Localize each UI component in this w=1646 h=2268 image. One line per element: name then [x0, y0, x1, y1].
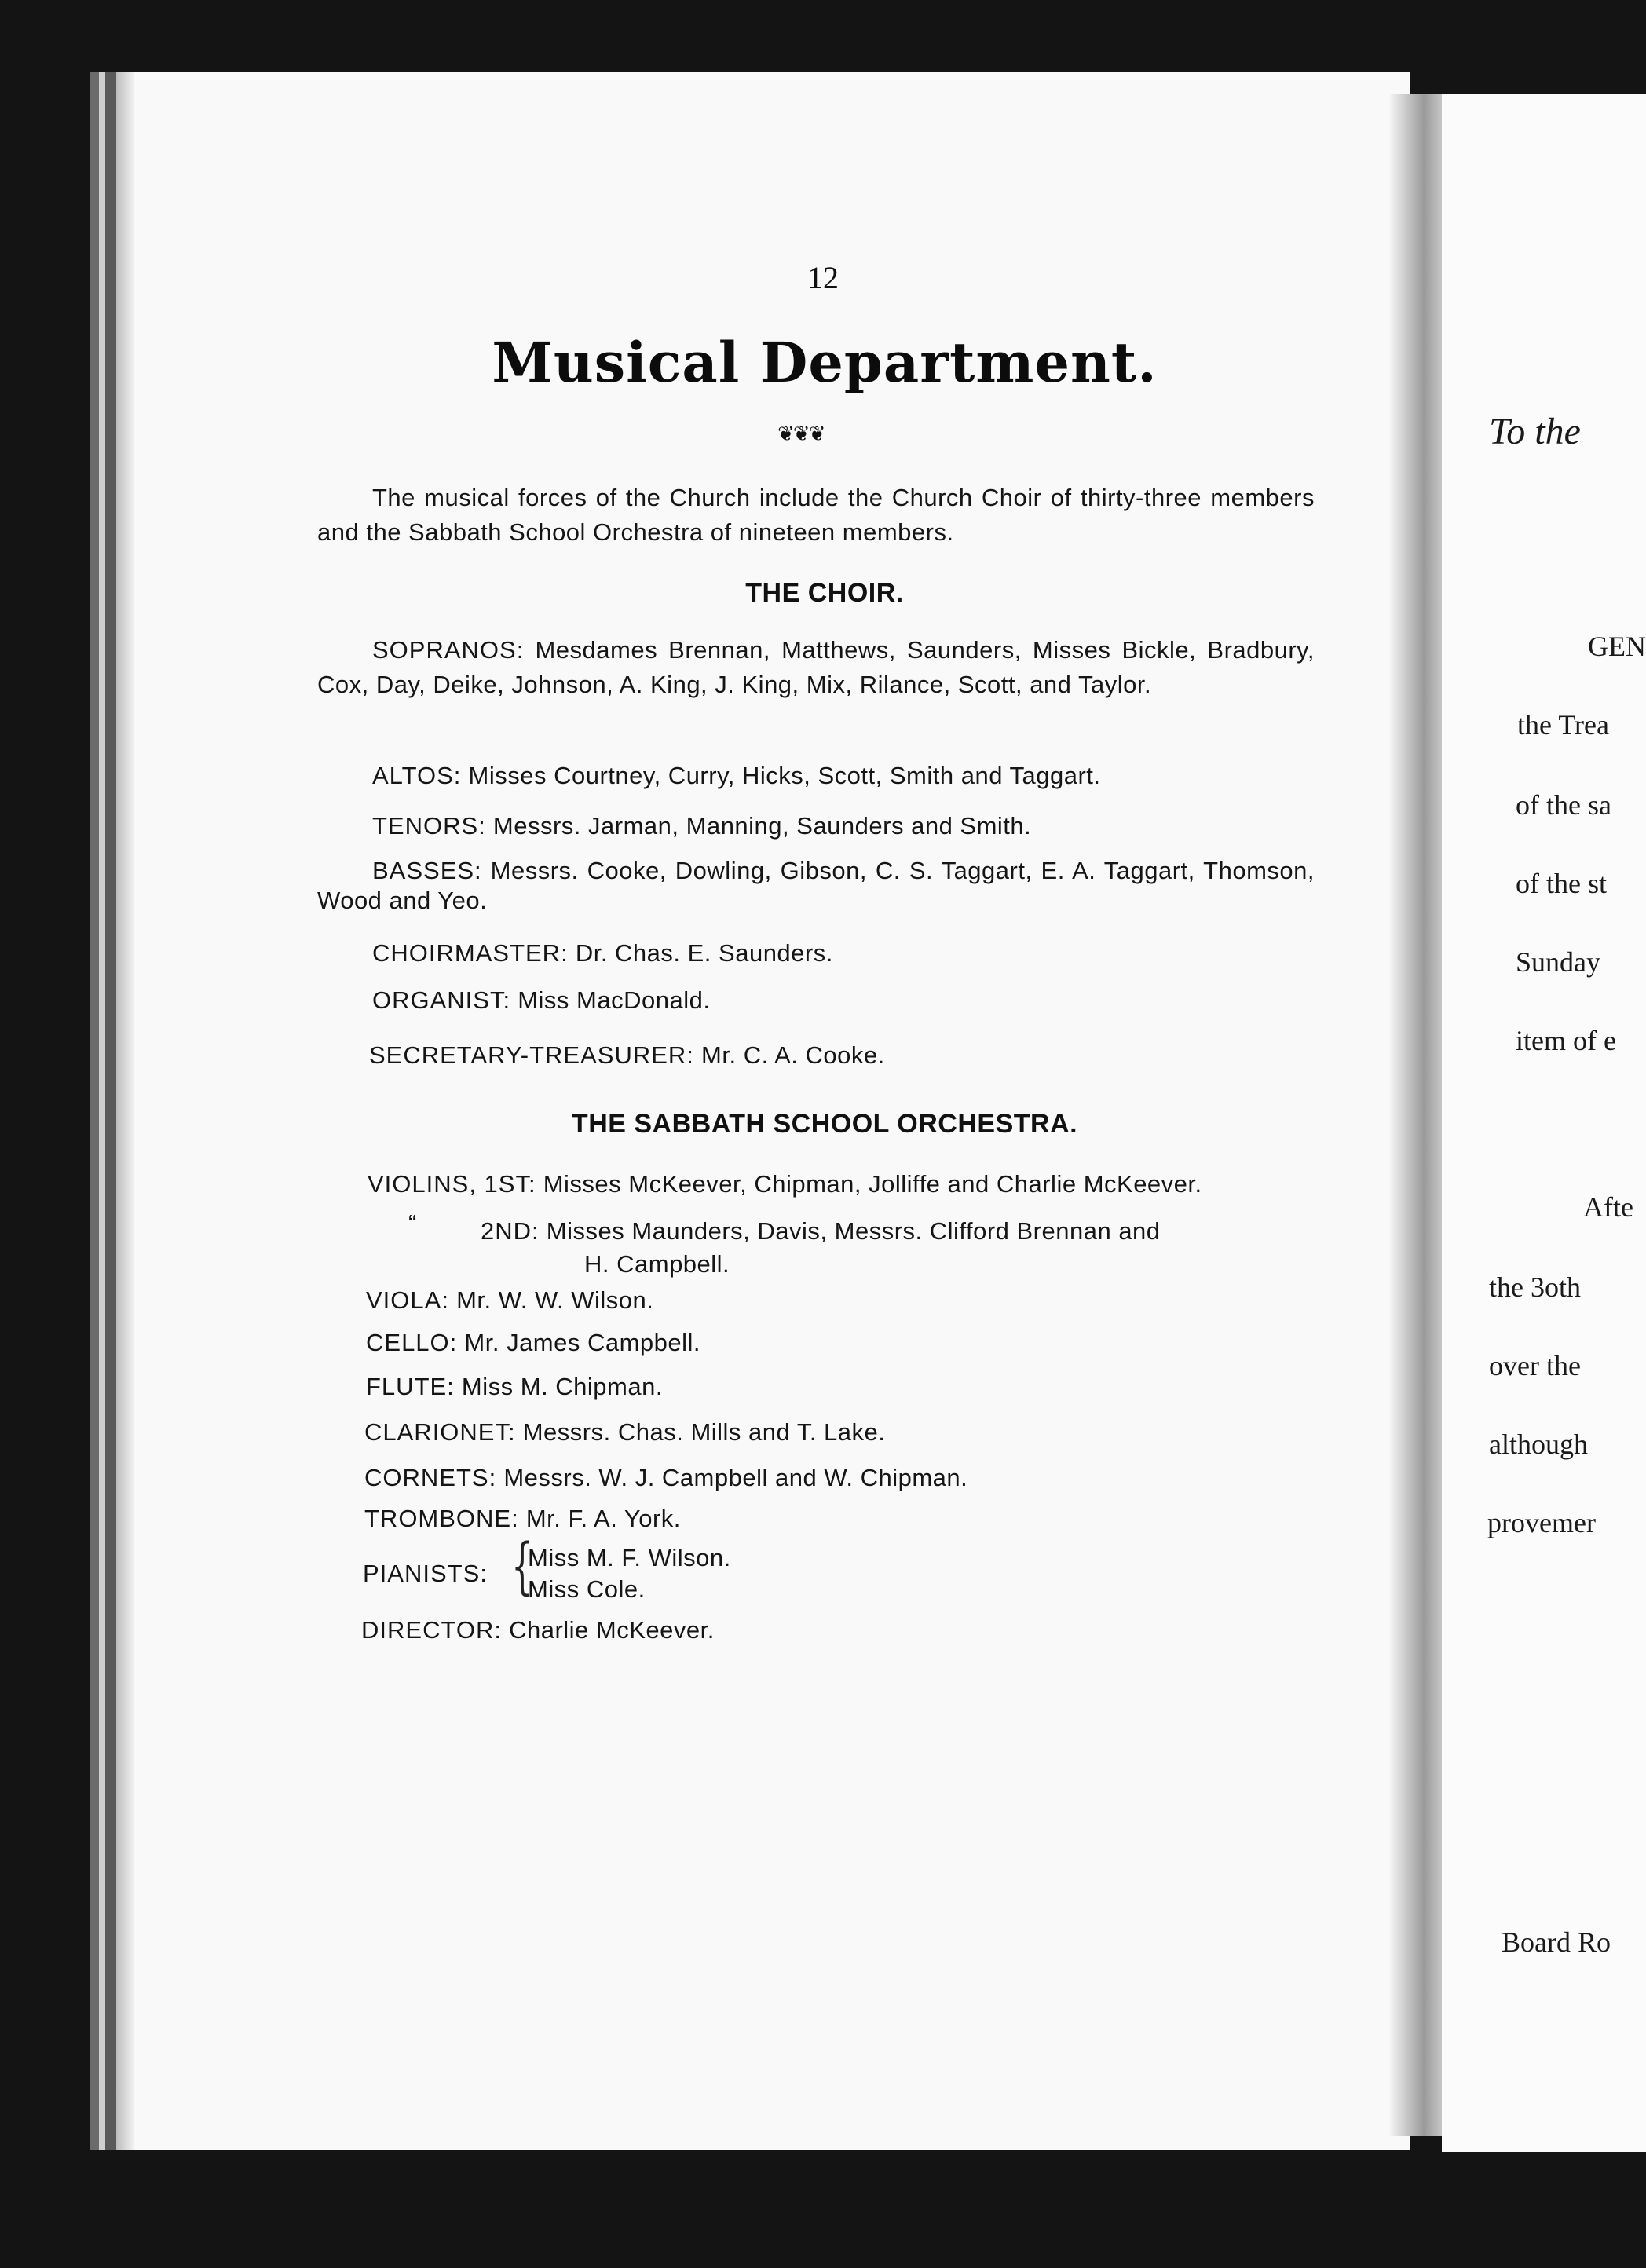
entry-text: Messrs. Chas. Mills and T. Lake. — [522, 1418, 886, 1446]
page-edge — [116, 72, 134, 2150]
choir-entry-tenors — [372, 809, 1315, 843]
choir-entry-organist — [372, 983, 1315, 1018]
entry-label: CELLO: — [366, 1329, 458, 1356]
entry-label: TROMBONE: — [364, 1505, 519, 1532]
choir-entry-basses — [317, 856, 1315, 916]
entry-label: ORGANIST: — [372, 986, 511, 1014]
entry-label: DIRECTOR: — [361, 1616, 502, 1644]
entry-label: SECRETARY-TREASURER: — [369, 1041, 694, 1069]
entry-label: ALTOS: — [372, 762, 462, 789]
entry-label: VIOLA: — [366, 1286, 449, 1314]
entry-label: TENORS: — [372, 812, 486, 840]
brace-icon: { — [511, 1531, 533, 1602]
entry-text: Mr. James Campbell. — [464, 1329, 701, 1356]
entry-label: CLARIONET: — [364, 1418, 516, 1446]
page-title: Musical Department. — [492, 330, 1158, 395]
entry-label: VIOLINS, 1ST: — [368, 1170, 536, 1198]
text-fragment: over the — [1489, 1350, 1581, 1381]
orchestra-entry-violins-2nd-cont: H. Campbell. — [584, 1250, 730, 1278]
orchestra-entry-cornets — [364, 1461, 1307, 1495]
entry-text: Messrs. W. J. Campbell and W. Chipman. — [503, 1464, 968, 1491]
entry-label: 2ND: — [481, 1217, 540, 1245]
orchestra-entry-violins-1st — [368, 1167, 1326, 1202]
text-fragment: Afte — [1583, 1191, 1633, 1223]
entry-text: Miss MacDonald. — [518, 986, 711, 1014]
orchestra-entry-viola — [366, 1283, 1308, 1318]
entry-text: Messrs. Jarman, Manning, Saunders and Smith. — [492, 812, 1032, 840]
text-fragment: GEN — [1588, 631, 1646, 662]
text-fragment: of the st — [1516, 868, 1607, 899]
entry-text: Miss M. Chipman. — [461, 1373, 663, 1400]
orchestra-entry-flute — [366, 1370, 1308, 1404]
pianist-name: Miss Cole. — [528, 1575, 646, 1603]
text-fragment: the 3oth — [1489, 1271, 1581, 1303]
orchestra-entry-violins-2nd — [481, 1214, 1305, 1249]
entry-text: Messrs. Cooke, Dowling, Gibson, C. S. Taggart, E. A. Taggart, Thomson, Wood and Yeo. — [317, 857, 1315, 914]
text-fragment: item of e — [1516, 1025, 1616, 1056]
entry-text: Mr. W. W. Wilson. — [456, 1286, 654, 1314]
pianists-label: PIANISTS: — [363, 1560, 488, 1587]
entry-text: Misses Maunders, Davis, Messrs. Clifford Brennan and — [546, 1217, 1161, 1245]
ornament-icon: ❦❦❦ — [777, 423, 825, 446]
entry-text: Dr. Chas. E. Saunders. — [575, 939, 833, 967]
orchestra-entry-cello — [366, 1326, 1308, 1360]
pianist-name: Miss M. F. Wilson. — [528, 1544, 731, 1571]
intro-paragraph: The musical forces of the Church include the Church Choir of thirty-three members and the Sabbath School Orchestra of nineteen members. — [317, 484, 1315, 546]
entry-label: FLUTE: — [366, 1373, 455, 1400]
entry-text: Misses McKeever, Chipman, Jolliffe and Charlie McKeever. — [543, 1170, 1202, 1198]
text-fragment: although — [1489, 1428, 1588, 1460]
choir-entry-secretary — [369, 1038, 1311, 1073]
orchestra-entry-clarionet — [364, 1415, 1307, 1450]
text-fragment: Board Ro — [1502, 1926, 1611, 1958]
entry-text: Mr. C. A. Cooke. — [701, 1041, 885, 1069]
entry-label: CORNETS: — [364, 1464, 497, 1491]
entry-text: Mesdames Brennan, Matthews, Saunders, Misses Bickle, Bradbury, Cox, Day, Deike, Johnson, A. King, J. King, Mix, Rilance, Scott, and Taylor. — [317, 636, 1315, 698]
right-page-fragment — [1442, 94, 1646, 2152]
text-fragment: the Trea — [1517, 709, 1609, 741]
salutation: To the — [1489, 411, 1581, 452]
choir-entry-choirmaster — [372, 936, 1315, 971]
entry-text: Misses Courtney, Curry, Hicks, Scott, Smith and Taggart. — [468, 762, 1101, 789]
text-fragment: of the sa — [1516, 789, 1611, 821]
choir-entry-sopranos — [317, 633, 1315, 702]
entry-text: Mr. F. A. York. — [525, 1505, 681, 1532]
text-fragment: provemer — [1487, 1507, 1596, 1538]
ditto-mark: “ — [408, 1209, 417, 1237]
text-fragment: Sunday — [1516, 946, 1600, 978]
entry-text: Charlie McKeever. — [509, 1616, 715, 1644]
entry-label: SOPRANOS: — [372, 636, 525, 664]
entry-label: BASSES: — [372, 857, 482, 884]
page-number: 12 — [807, 260, 839, 295]
entry-label: CHOIRMASTER: — [372, 939, 569, 967]
orchestra-title: THE SABBATH SCHOOL ORCHESTRA. — [571, 1109, 1078, 1139]
pianists-list — [528, 1542, 1077, 1605]
orchestra-entry-director — [361, 1613, 1304, 1648]
orchestra-entry-trombone — [364, 1502, 1307, 1536]
choir-entry-altos — [372, 759, 1315, 793]
choir-title: THE CHOIR. — [745, 578, 904, 608]
